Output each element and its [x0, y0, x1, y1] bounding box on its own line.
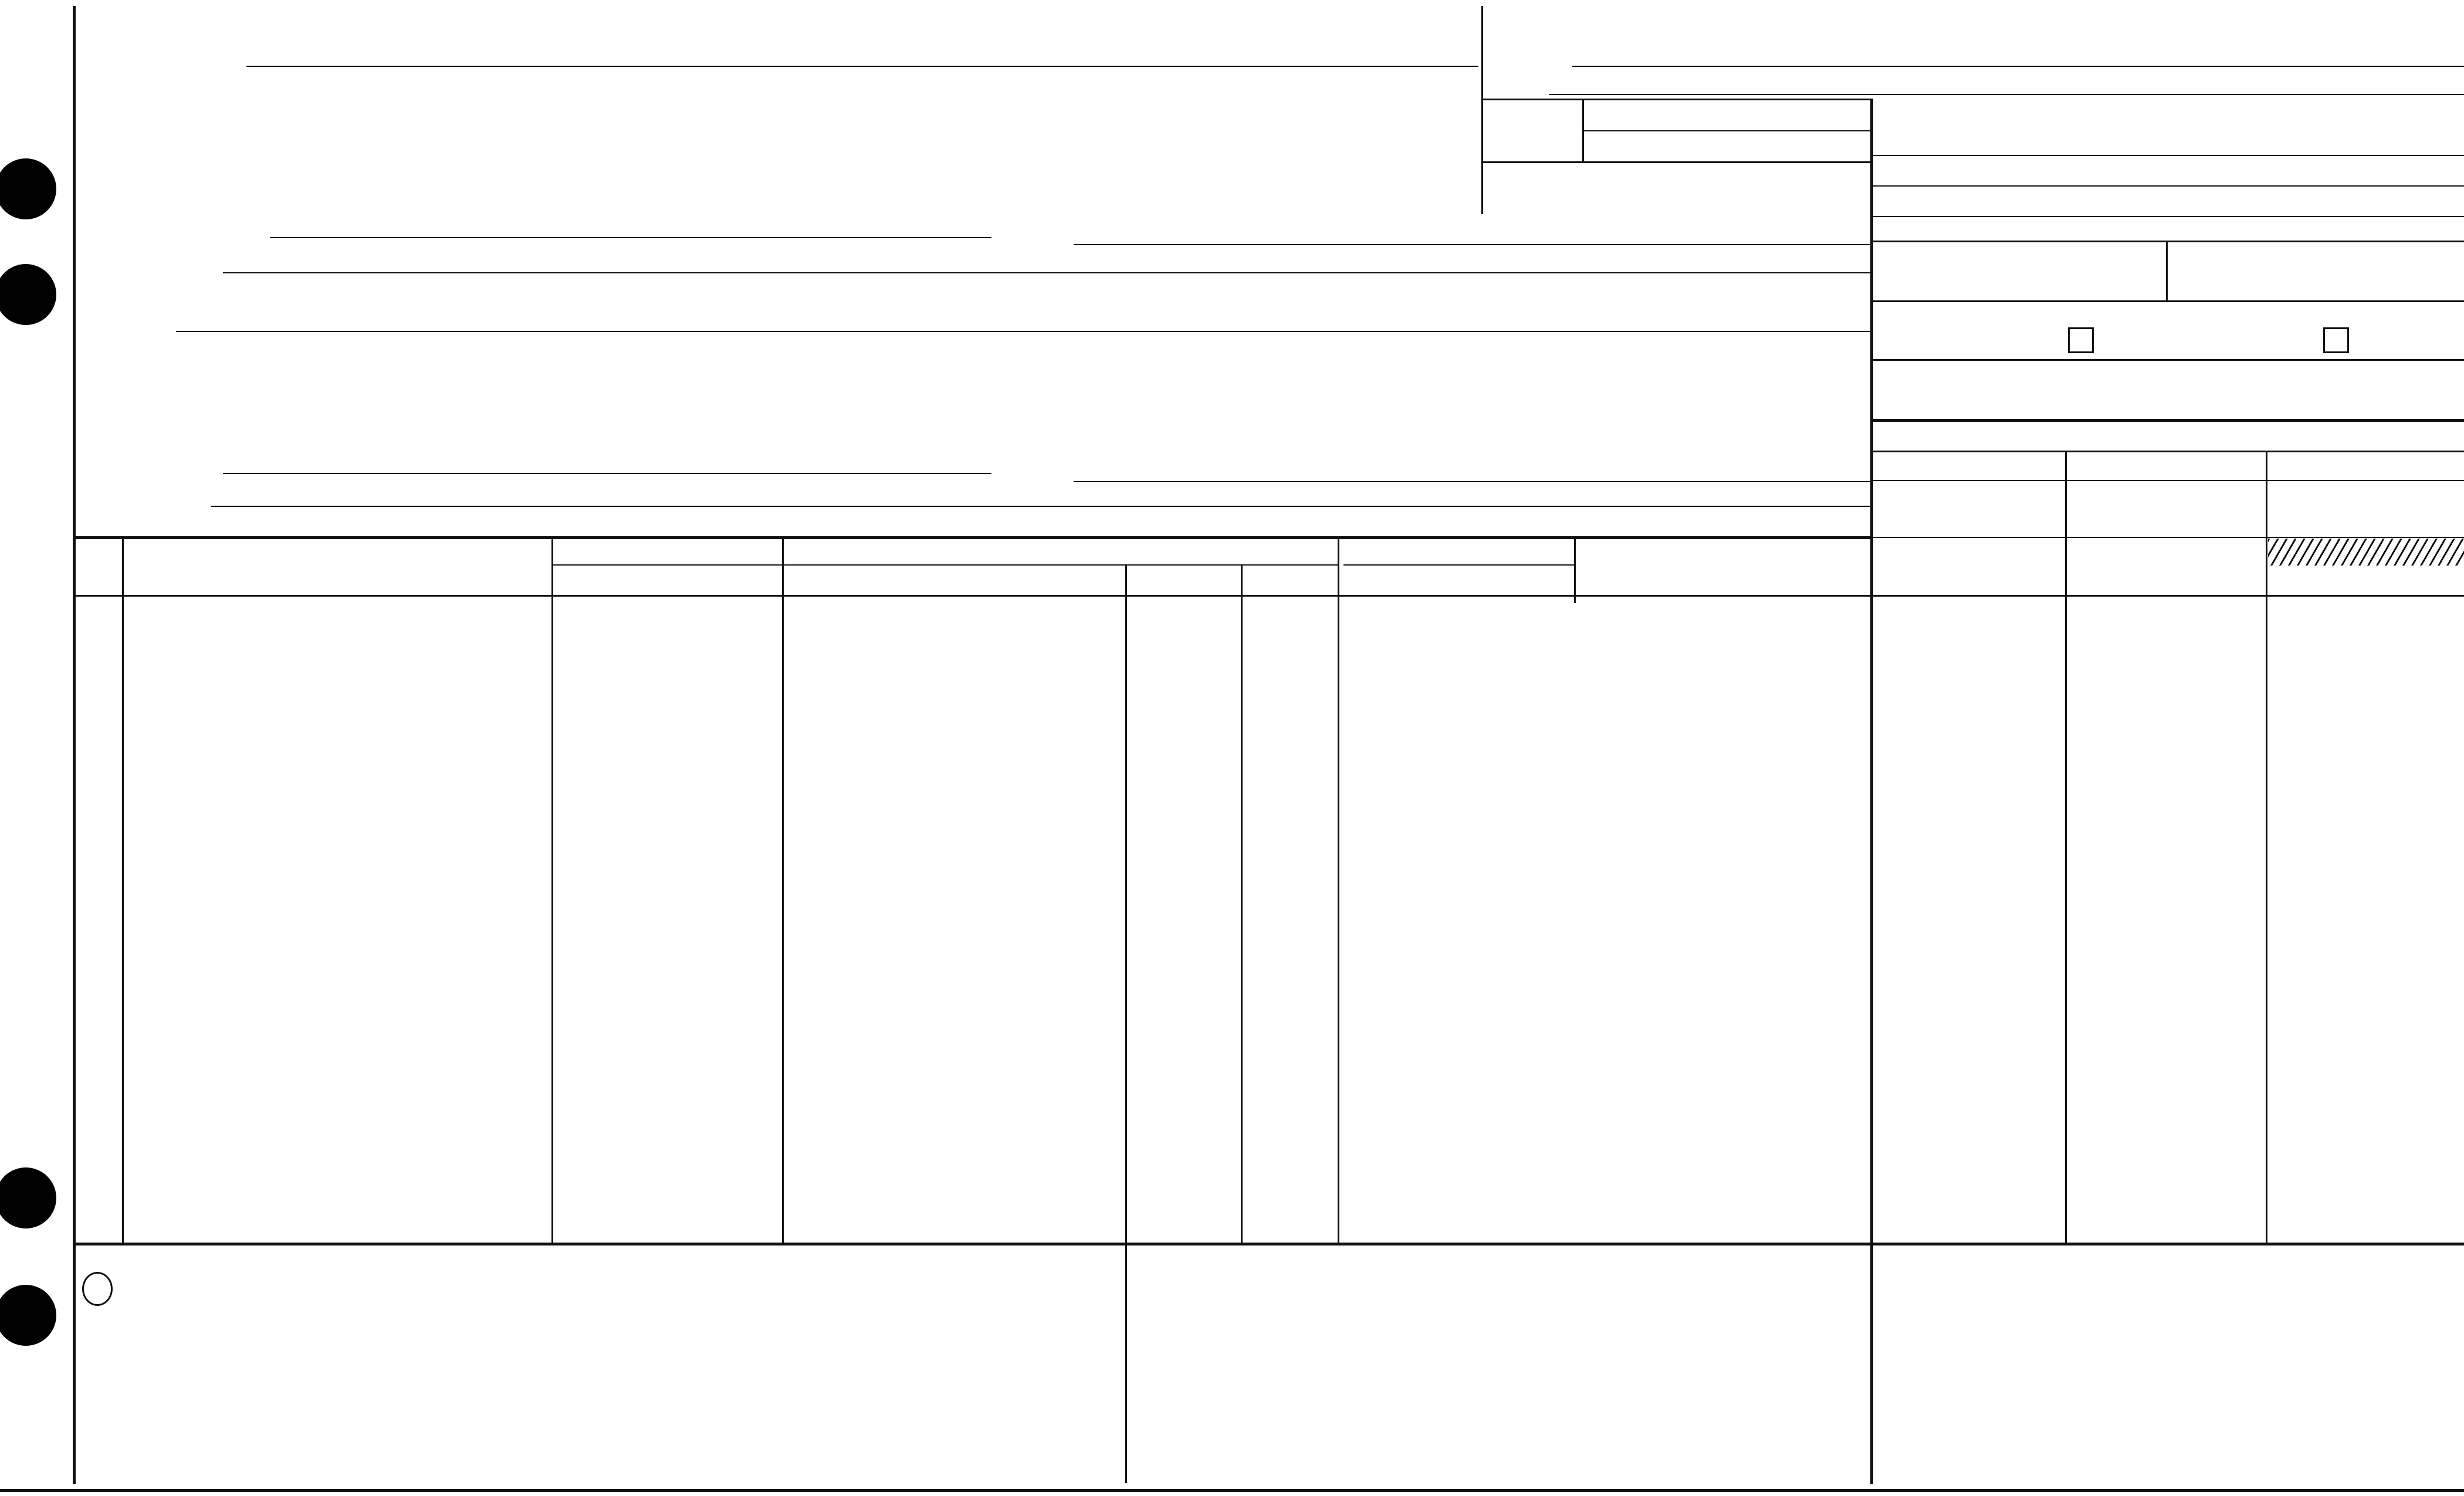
header-ward-top-line: [1481, 99, 1871, 100]
binder-hole-2: [0, 264, 56, 325]
wife-name-line: [176, 331, 1871, 332]
lds-col-divider-1: [2065, 451, 2067, 1243]
four-gen-top-line: [1870, 300, 2464, 302]
col-state: [1241, 564, 1243, 1243]
right-panel-divider: [1870, 99, 1873, 1484]
submitter-line-3: [1870, 216, 2464, 217]
left-border: [73, 6, 76, 1484]
binder-hole-1: [0, 158, 56, 219]
husband-father-line: [270, 237, 991, 238]
bottom-border: [0, 1489, 2464, 1492]
when-born-subheader-line: [551, 564, 1338, 566]
husband-mother-line: [1074, 244, 1871, 245]
examiner-divider-line: [1582, 130, 1871, 131]
sealed-hatched-cell: [2268, 539, 2464, 566]
sources-marker: [82, 1272, 113, 1306]
lds-top-line: [1870, 419, 2464, 422]
submitter-line-2: [1870, 185, 2464, 187]
children-header-bottom-line: [73, 595, 2464, 597]
binder-hole-3: [0, 1167, 56, 1228]
lds-col-divider-2: [2266, 451, 2267, 1243]
children-bottom-line: [73, 1243, 2464, 1245]
husband-name-line: [246, 66, 1478, 67]
lds-husband-line: [1870, 537, 2464, 538]
relation-divider: [2166, 241, 2168, 300]
lds-header-line: [1870, 480, 2464, 481]
lds-title-line: [1870, 451, 2464, 452]
children-top-line: [73, 536, 1871, 539]
wife-other-husbands-line: [211, 506, 1871, 507]
first-marriage-underline: [1343, 564, 1574, 566]
header-divider: [1481, 6, 1483, 214]
wife-father-line: [223, 473, 991, 474]
col-sex: [122, 536, 124, 1243]
col-where-born: [782, 536, 784, 1243]
col-died: [1574, 536, 1576, 603]
col-county: [1125, 564, 1127, 1243]
yes-checkbox[interactable]: [2068, 327, 2094, 353]
header-wife-line: [1549, 94, 2464, 95]
binder-hole-4: [0, 1285, 56, 1346]
no-checkbox[interactable]: [2323, 327, 2349, 353]
other-marriages-divider: [1125, 1243, 1127, 1483]
date-submitted-top-line: [1870, 359, 2464, 361]
col-when-born: [551, 536, 553, 1243]
stake-top-line: [1481, 161, 1871, 163]
submitter-line-1: [1870, 155, 2464, 156]
col-marriage: [1338, 536, 1339, 1243]
header-husband-line: [1572, 66, 2464, 67]
wife-mother-line: [1074, 481, 1871, 482]
husband-other-wives-line: [223, 272, 1871, 273]
